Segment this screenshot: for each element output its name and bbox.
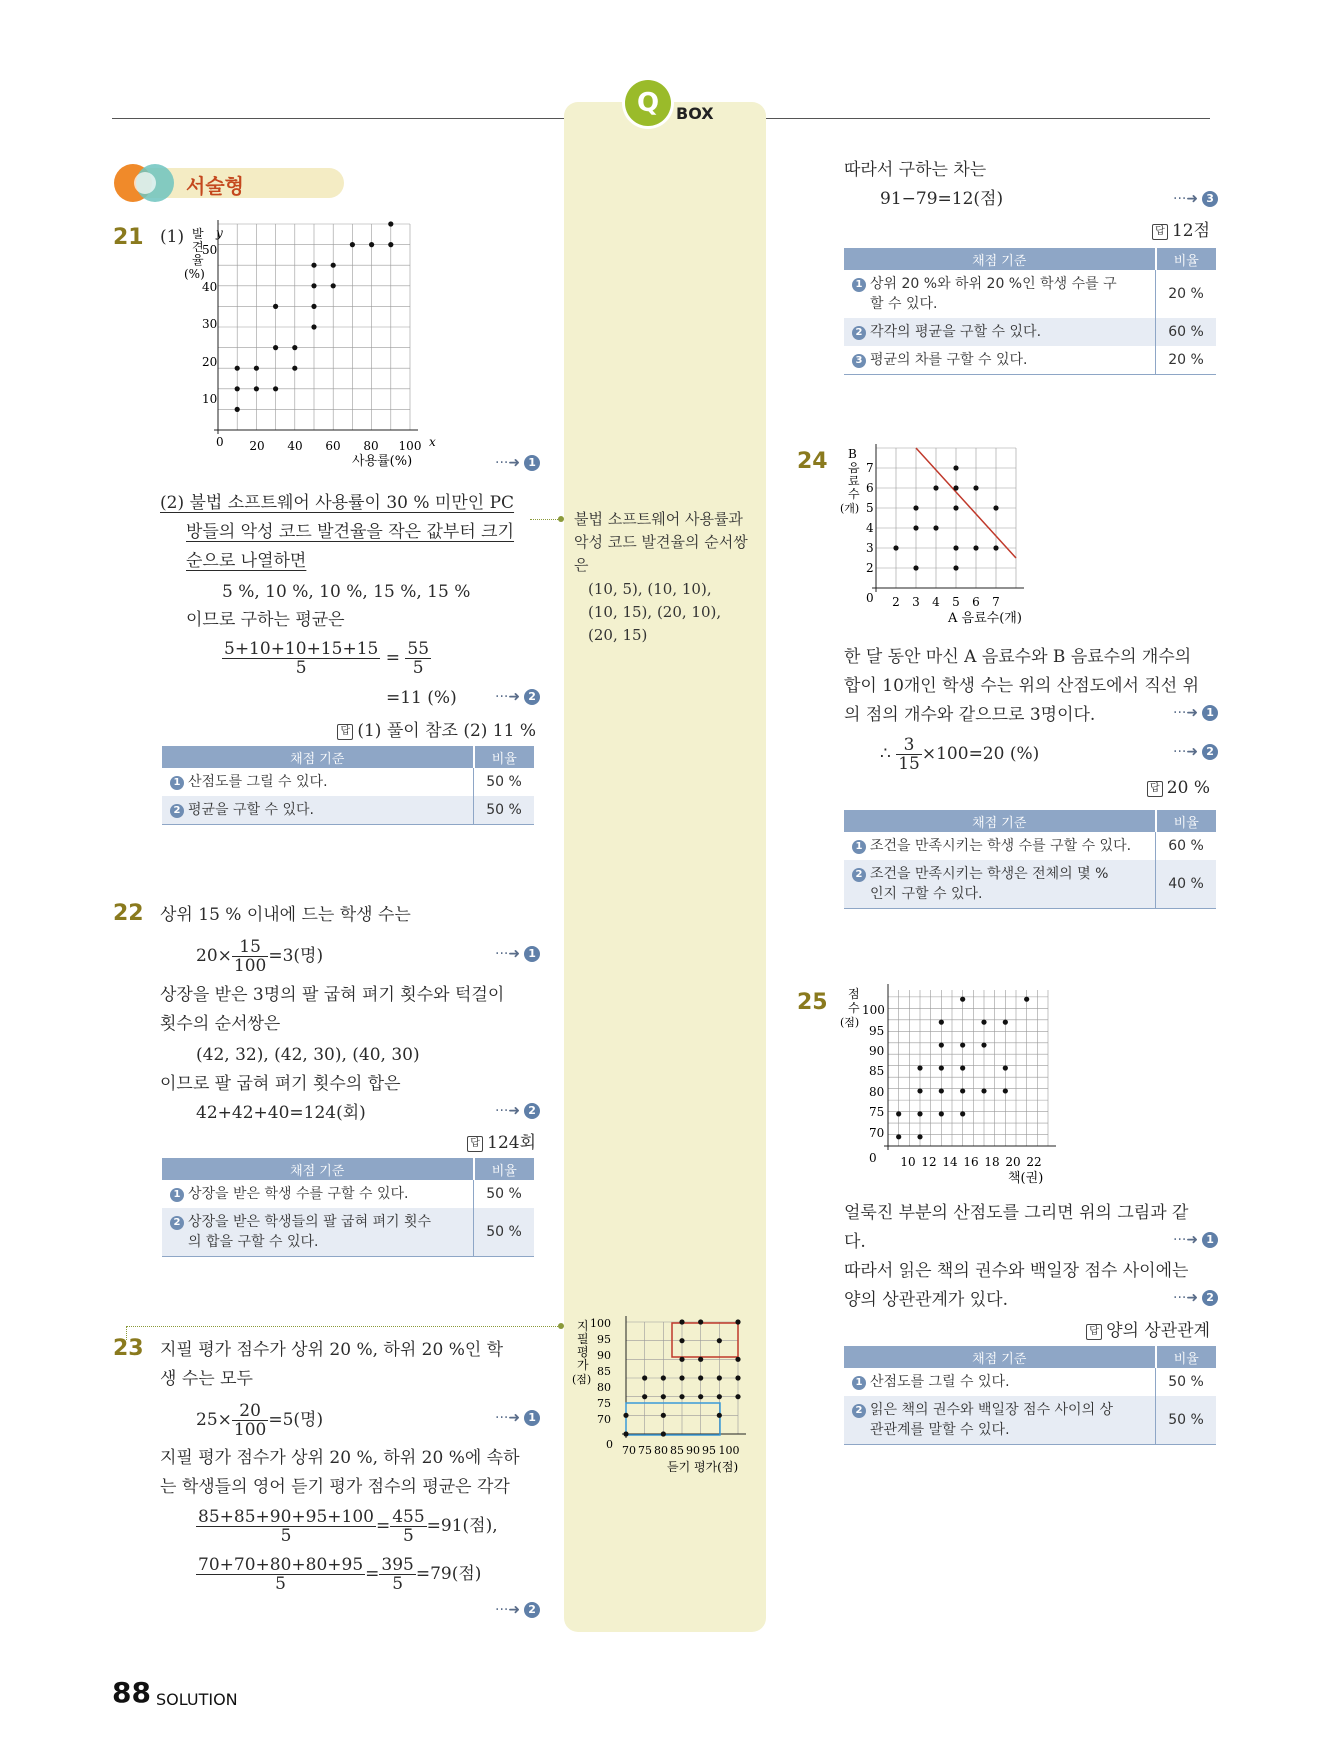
c25-point xyxy=(1024,997,1029,1002)
c25-point xyxy=(939,1088,944,1093)
c23-ytick-5: 95 xyxy=(597,1333,611,1346)
c24-ytick-0: 2 xyxy=(866,561,874,575)
c24-point xyxy=(913,565,918,570)
crit-rate: 50 % xyxy=(474,1180,535,1208)
p23-answer: 답 12점 xyxy=(1152,216,1210,241)
c23-point xyxy=(717,1375,722,1380)
c23-point xyxy=(661,1413,666,1418)
p24-answer: 답 20 % xyxy=(1147,778,1210,798)
c25-ylab-0: 점 xyxy=(848,987,860,1001)
c23-point xyxy=(735,1357,740,1362)
p23-line4: 는 학생들의 영어 듣기 평가 점수의 평균은 각각 xyxy=(160,1477,510,1497)
c23-point xyxy=(698,1394,703,1399)
c21-xtick-1: 40 xyxy=(287,439,303,453)
c23-xtick-0: 70 xyxy=(622,1444,636,1457)
p21-line1: (2) 불법 소프트웨어 사용률이 30 % 미만인 PC xyxy=(160,493,515,513)
p22-line2: 상장을 받은 3명의 팔 굽혀 펴기 횟수와 턱걸이 xyxy=(160,985,505,1005)
c24-ylab-4: (개) xyxy=(840,502,860,515)
p21-side-note-5: (10, 15), (20, 10), xyxy=(588,603,722,621)
c24-ytick-4: 6 xyxy=(866,481,874,495)
p22-line1: 상위 15 % 이내에 드는 학생 수는 xyxy=(160,905,411,925)
c21-origin: 0 xyxy=(216,435,224,449)
crit-head-rate: 비율 xyxy=(1156,810,1217,832)
p25-step1-mark: ···➜ 1 xyxy=(1173,1232,1218,1248)
c23-ylab-2: 평 xyxy=(577,1345,589,1359)
p24-calc: ∴ $\frac{3}{15}$ ×100=20 (%) xyxy=(880,735,1040,774)
p22-line3: 횟수의 순서쌍은 xyxy=(160,1014,281,1034)
problem-number-24: 24 xyxy=(797,449,828,474)
p24-line3: 의 점의 개수와 같으므로 3명이다. xyxy=(844,705,1096,725)
p21-side-note-3: 은 xyxy=(574,556,589,574)
c23-point xyxy=(679,1319,684,1324)
c23-ytick-4: 90 xyxy=(597,1349,611,1362)
crit-head: 채점 기준 xyxy=(844,1346,1156,1368)
p25-step2-mark: ···➜ 2 xyxy=(1173,1290,1218,1306)
c21-point xyxy=(292,366,297,371)
c23-point xyxy=(661,1375,666,1380)
p22-answer: 답 124회 xyxy=(467,1128,536,1153)
p23-calc: 25× $\frac{20}{100}$ =5(명) xyxy=(196,1401,324,1440)
c25-point xyxy=(1003,1088,1008,1093)
c21-xtick-2: 60 xyxy=(325,439,341,453)
c25-ytick-3: 85 xyxy=(869,1064,885,1078)
c23-point xyxy=(642,1394,647,1399)
p23-cont2: 91−79=12(점) xyxy=(880,189,1004,209)
c24-xlabel: A 음료수(개) xyxy=(948,611,1022,626)
p23-frac-a2: $\frac{455}{5}$ xyxy=(392,1507,425,1546)
c25-point xyxy=(960,1042,965,1047)
crit-text: 3 평균의 차를 구할 수 있다. xyxy=(844,346,1156,375)
c25-origin: 0 xyxy=(869,1151,877,1165)
c24-ylab-3: 수 xyxy=(848,487,860,501)
p23-cont1: 따라서 구하는 차는 xyxy=(844,160,987,180)
c23-xlabel: 듣기 평가(점) xyxy=(667,1460,739,1474)
crit-text: 2 평균을 구할 수 있다. xyxy=(162,796,474,825)
c25-point xyxy=(981,1020,986,1025)
p23-step1-mark: ···➜ 1 xyxy=(495,1410,540,1426)
c21-xtick-0: 20 xyxy=(249,439,265,453)
c23-point xyxy=(735,1319,740,1324)
p23-step3-mark: ···➜ 3 xyxy=(1173,191,1218,207)
c23-point xyxy=(661,1394,666,1399)
c25-point xyxy=(1003,1020,1008,1025)
p24-line1: 한 달 동안 마신 A 음료수와 B 음료수의 개수의 xyxy=(844,647,1192,667)
p25-answer: 답 양의 상관관계 xyxy=(1086,1316,1210,1341)
scatter-chart-23 xyxy=(572,1316,752,1478)
p23-line3: 지필 평가 점수가 상위 20 %, 하위 20 %에 속하 xyxy=(160,1448,520,1468)
crit-head-rate: 비율 xyxy=(474,746,535,768)
p21-step2-mark: ···➜ 2 xyxy=(495,689,540,705)
c24-point xyxy=(953,505,958,510)
c21-point xyxy=(235,366,240,371)
p21-side-note-4: (10, 5), (10, 10), xyxy=(588,580,712,598)
crit-text: 2 상장을 받은 학생들의 팔 굽혀 펴기 횟수 의 합을 구할 수 있다. xyxy=(162,1208,474,1257)
page-number: 88 xyxy=(112,1676,151,1709)
p24-line2: 합이 10개인 학생 수는 위의 산점도에서 직선 위 xyxy=(844,676,1200,696)
p21-criteria-table xyxy=(162,746,534,825)
c25-point xyxy=(939,1065,944,1070)
c21-point xyxy=(350,242,355,247)
c25-ylab-2: (점) xyxy=(840,1016,860,1029)
c24-point xyxy=(953,565,958,570)
c25-point xyxy=(939,1042,944,1047)
crit-rate: 40 % xyxy=(1156,860,1217,909)
crit-text: 2 각각의 평균을 구할 수 있다. xyxy=(844,318,1156,346)
c21-point xyxy=(235,407,240,412)
qbox-label: BOX xyxy=(676,104,714,123)
crit-head: 채점 기준 xyxy=(844,810,1156,832)
c24-point xyxy=(953,485,958,490)
c25-ytick-6: 100 xyxy=(862,1003,885,1017)
p22-line6: 42+42+40=124(회) xyxy=(196,1103,366,1123)
c25-xtick-4: 18 xyxy=(984,1155,1000,1169)
c21-ytick-2: 30 xyxy=(202,317,218,331)
c24-ytick-5: 7 xyxy=(866,461,874,475)
p23-criteria-table xyxy=(844,248,1216,375)
p22-step2-mark: ···➜ 2 xyxy=(495,1103,540,1119)
c23-xtick-4: 90 xyxy=(686,1444,700,1457)
c23-point xyxy=(679,1338,684,1343)
c21-point xyxy=(311,263,316,268)
c21-y-var: y xyxy=(216,226,223,240)
crit-rate: 50 % xyxy=(474,1208,535,1257)
page-label: SOLUTION xyxy=(156,1690,238,1709)
c25-xtick-1: 12 xyxy=(921,1155,937,1169)
p23-line2: 생 수는 모두 xyxy=(160,1369,253,1389)
crit-head: 채점 기준 xyxy=(844,248,1156,270)
c25-xtick-3: 16 xyxy=(963,1155,979,1169)
p23-side-dot xyxy=(558,1323,564,1329)
crit-rate: 60 % xyxy=(1156,832,1217,860)
c21-point xyxy=(311,304,316,309)
c24-point xyxy=(973,485,978,490)
p25-criteria-table xyxy=(844,1346,1216,1445)
c21-ytick-3: 40 xyxy=(202,280,218,294)
c25-xtick-0: 10 xyxy=(900,1155,916,1169)
c25-point xyxy=(960,1065,965,1070)
c25-point xyxy=(981,1042,986,1047)
p25-line2: 다. xyxy=(844,1232,866,1252)
c25-ytick-4: 90 xyxy=(869,1044,885,1058)
p24-frac: $\frac{3}{15}$ xyxy=(898,735,920,774)
c21-point xyxy=(254,366,259,371)
c23-ytick-2: 80 xyxy=(597,1381,611,1394)
c21-ylab-1: 견 xyxy=(192,240,204,254)
crit-text: 1 산점도를 그릴 수 있다. xyxy=(162,768,474,796)
crit-head-rate: 비율 xyxy=(1156,248,1217,270)
c25-point xyxy=(960,1088,965,1093)
c24-point xyxy=(953,545,958,550)
c25-point xyxy=(917,1065,922,1070)
c23-ytick-1: 75 xyxy=(597,1397,611,1410)
crit-rate: 20 % xyxy=(1156,270,1217,318)
c25-point xyxy=(981,1088,986,1093)
c24-xtick-1: 3 xyxy=(912,595,920,609)
c24-point xyxy=(953,465,958,470)
p21-answer: 답 (1) 풀이 참조 (2) 11 % xyxy=(337,716,536,741)
p21-line5: 이므로 구하는 평균은 xyxy=(186,610,345,630)
crit-rate: 20 % xyxy=(1156,346,1217,375)
p22-frac: $\frac{15}{100}$ xyxy=(233,937,267,976)
c21-point xyxy=(292,345,297,350)
c24-xtick-4: 6 xyxy=(972,595,980,609)
c23-point xyxy=(679,1375,684,1380)
c21-ytick-0: 10 xyxy=(202,392,218,406)
p25-line4: 양의 상관관계가 있다. xyxy=(844,1290,1009,1310)
c23-xtick-5: 95 xyxy=(702,1444,716,1457)
c21-ytick-1: 20 xyxy=(202,355,218,369)
c24-ylab-0: B xyxy=(848,447,857,461)
c21-point xyxy=(311,324,316,329)
c25-xtick-5: 20 xyxy=(1005,1155,1021,1169)
step-badge: 1 xyxy=(524,455,540,471)
p25-line3: 따라서 읽은 책의 권수와 백일장 점수 사이에는 xyxy=(844,1261,1189,1281)
p21-side-dot xyxy=(558,516,564,522)
c24-ylab-2: 료 xyxy=(848,474,860,488)
scatter-chart-25 xyxy=(838,984,1068,1194)
p24-step2-mark: ···➜ 2 xyxy=(1173,744,1218,760)
crit-rate: 50 % xyxy=(1156,1396,1217,1445)
c25-point xyxy=(896,1111,901,1116)
scatter-chart-24 xyxy=(838,444,1038,634)
p21-side-note-2: 악성 코드 발견율의 순서쌍 xyxy=(574,533,748,551)
crit-text: 1 상장을 받은 학생 수를 구할 수 있다. xyxy=(162,1180,474,1208)
c24-point xyxy=(933,485,938,490)
c24-ylab-1: 음 xyxy=(848,461,860,475)
p25-line1: 얼룩진 부분의 산점도를 그리면 위의 그림과 같 xyxy=(844,1203,1189,1223)
c25-point xyxy=(960,997,965,1002)
c24-xtick-3: 5 xyxy=(952,595,960,609)
c23-point xyxy=(642,1375,647,1380)
c24-point xyxy=(933,525,938,530)
c24-xtick-2: 4 xyxy=(932,595,940,609)
c23-ytick-6: 100 xyxy=(590,1317,611,1330)
p24-step1-mark: ···➜ 1 xyxy=(1173,705,1218,721)
crit-rate: 50 % xyxy=(1156,1368,1217,1396)
c24-point xyxy=(893,545,898,550)
c25-ytick-5: 95 xyxy=(869,1024,885,1038)
c21-point xyxy=(311,283,316,288)
crit-text: 1 상위 20 %와 하위 20 %인 학생 수를 구 할 수 있다. xyxy=(844,270,1156,318)
p21-line3: 순으로 나열하면 xyxy=(186,551,307,571)
problem-number-23: 23 xyxy=(113,1336,144,1361)
c21-xlabel: 사용률(%) xyxy=(352,454,413,469)
p21-side-note-6: (20, 15) xyxy=(588,626,648,644)
p23-side-connector xyxy=(126,1326,562,1327)
p21-frac1: $\frac{5+10+10+15+15}{5}$ xyxy=(224,639,379,678)
c23-xtick-3: 85 xyxy=(670,1444,684,1457)
crit-text: 2 조건을 만족시키는 학생은 전체의 몇 % 인지 구할 수 있다. xyxy=(844,860,1156,909)
p22-step1-mark: ···➜ 1 xyxy=(495,946,540,962)
p23-frac-a: $\frac{85+85+90+95+100}{5}$ xyxy=(198,1507,374,1546)
crit-rate: 50 % xyxy=(474,768,535,796)
qbox-logo: Q xyxy=(625,80,671,126)
c21-point xyxy=(388,221,393,226)
c25-point xyxy=(1003,1065,1008,1070)
scatter-chart-21 xyxy=(180,220,440,470)
crit-rate: 60 % xyxy=(1156,318,1217,346)
c23-point xyxy=(735,1375,740,1380)
c21-ylab-0: 발 xyxy=(192,227,204,241)
crit-text: 1 산점도를 그릴 수 있다. xyxy=(844,1368,1156,1396)
c21-point xyxy=(273,345,278,350)
c21-xtick-3: 80 xyxy=(363,439,379,453)
crit-rate: 50 % xyxy=(474,796,535,825)
c25-ytick-2: 80 xyxy=(869,1085,885,1099)
c21-point xyxy=(254,386,259,391)
c23-xtick-2: 80 xyxy=(654,1444,668,1457)
p21-line2: 방들의 악성 코드 발견율을 작은 값부터 크기 xyxy=(186,522,515,542)
c25-xtick-6: 22 xyxy=(1026,1155,1042,1169)
p23-frac-b2: $\frac{395}{5}$ xyxy=(381,1555,414,1594)
c23-bottom-box xyxy=(626,1403,720,1435)
c24-origin: 0 xyxy=(866,591,874,605)
section-circle-core xyxy=(134,172,156,194)
c25-point xyxy=(960,1111,965,1116)
c25-ytick-1: 75 xyxy=(869,1105,885,1119)
p21-step1-mark: ···➜ 1 xyxy=(495,455,540,471)
c21-xtick-4: 100 xyxy=(398,439,422,453)
crit-head: 채점 기준 xyxy=(162,746,474,768)
p21-frac2: $\frac{55}{5}$ xyxy=(407,639,430,678)
c23-point xyxy=(623,1413,628,1418)
c23-ylab-0: 지 xyxy=(577,1319,589,1333)
p22-criteria-table xyxy=(162,1158,534,1257)
p23-line1: 지필 평가 점수가 상위 20 %, 하위 20 %인 학 xyxy=(160,1340,504,1360)
c24-point xyxy=(993,545,998,550)
c23-xtick-6: 100 xyxy=(718,1444,740,1457)
p23-frac-b: $\frac{70+70+80+80+95}{5}$ xyxy=(198,1555,364,1594)
p24-criteria-table xyxy=(844,810,1216,909)
c21-point xyxy=(388,242,393,247)
c21-point xyxy=(273,386,278,391)
c23-xtick-1: 75 xyxy=(638,1444,652,1457)
c23-point xyxy=(698,1319,703,1324)
c23-ylab-1: 필 xyxy=(577,1332,589,1346)
c23-ylab-4: (점) xyxy=(572,1373,592,1386)
c23-point xyxy=(717,1338,722,1343)
c21-point xyxy=(273,304,278,309)
c24-xtick-5: 7 xyxy=(992,595,1000,609)
p21-part1-label: (1) xyxy=(160,227,185,247)
c23-ylab-3: 가 xyxy=(577,1358,589,1372)
p22-line5: 이므로 팔 굽혀 펴기 횟수의 합은 xyxy=(160,1074,401,1094)
p23-step2-mark: ···➜ 2 xyxy=(495,1602,540,1618)
c24-xtick-0: 2 xyxy=(892,595,900,609)
c23-ytick-3: 85 xyxy=(597,1365,611,1378)
c25-point xyxy=(917,1134,922,1139)
c23-point xyxy=(698,1357,703,1362)
c25-point xyxy=(939,1020,944,1025)
c25-ylab-1: 수 xyxy=(848,1001,860,1015)
c24-sum-line xyxy=(916,448,1016,558)
c25-point xyxy=(939,1111,944,1116)
p23-mean-top: $\frac{85+85+90+95+100}{5}$ = $\frac{455}{5}$ =91(점), xyxy=(198,1507,498,1546)
crit-head-rate: 비율 xyxy=(1156,1346,1217,1368)
c25-xtick-2: 14 xyxy=(942,1155,958,1169)
c21-point xyxy=(331,283,336,288)
c25-ytick-0: 70 xyxy=(869,1126,885,1140)
c21-ylab-3: (%) xyxy=(184,267,205,281)
p22-calc: 20× $\frac{15}{100}$ =3(명) xyxy=(196,937,324,976)
c24-point xyxy=(913,505,918,510)
c24-point xyxy=(913,525,918,530)
c24-ytick-1: 3 xyxy=(866,541,874,555)
c25-xlabel: 책(권) xyxy=(1008,1171,1044,1186)
crit-head-rate: 비율 xyxy=(474,1158,535,1180)
p21-side-note-1: 불법 소프트웨어 사용률과 xyxy=(574,510,743,528)
c21-ylab-2: 율 xyxy=(192,253,204,267)
p22-line4: (42, 32), (42, 30), (40, 30) xyxy=(196,1045,420,1065)
p21-result: =11 (%) xyxy=(386,688,457,708)
c24-point xyxy=(993,505,998,510)
problem-number-21: 21 xyxy=(113,225,144,250)
p23-mean-bottom: $\frac{70+70+80+80+95}{5}$ = $\frac{395}{5}$ =79(점) xyxy=(198,1555,482,1594)
problem-number-25: 25 xyxy=(797,990,828,1015)
c21-point xyxy=(331,263,336,268)
c21-ytick-4: 50 xyxy=(202,243,218,257)
c23-ytick-0: 70 xyxy=(597,1413,611,1426)
p21-line4: 5 %, 10 %, 10 %, 15 %, 15 % xyxy=(222,582,471,602)
crit-text: 1 조건을 만족시키는 학생 수를 구할 수 있다. xyxy=(844,832,1156,860)
c25-point xyxy=(917,1088,922,1093)
c23-point xyxy=(735,1394,740,1399)
c23-point xyxy=(679,1394,684,1399)
c25-point xyxy=(896,1134,901,1139)
c23-origin: 0 xyxy=(606,1438,613,1451)
c21-point xyxy=(369,242,374,247)
c21-x-var: x xyxy=(429,435,436,449)
p23-frac: $\frac{20}{100}$ xyxy=(233,1401,267,1440)
section-title: 서술형 xyxy=(186,174,244,198)
c23-point xyxy=(661,1431,666,1436)
problem-number-22: 22 xyxy=(113,901,144,926)
c24-ytick-2: 4 xyxy=(866,521,874,535)
p21-mean-calc: $\frac{5+10+10+15+15}{5}$ = $\frac{55}{5}$ xyxy=(224,639,430,678)
c21-point xyxy=(235,386,240,391)
c25-point xyxy=(917,1111,922,1116)
c23-point xyxy=(679,1357,684,1362)
c24-ytick-3: 5 xyxy=(866,501,874,515)
crit-head: 채점 기준 xyxy=(162,1158,474,1180)
c24-point xyxy=(973,545,978,550)
c23-point xyxy=(698,1375,703,1380)
c23-point xyxy=(717,1413,722,1418)
c23-point xyxy=(623,1431,628,1436)
crit-text: 2 읽은 책의 권수와 백일장 점수 사이의 상 관관계를 말할 수 있다. xyxy=(844,1396,1156,1445)
c23-point xyxy=(717,1394,722,1399)
